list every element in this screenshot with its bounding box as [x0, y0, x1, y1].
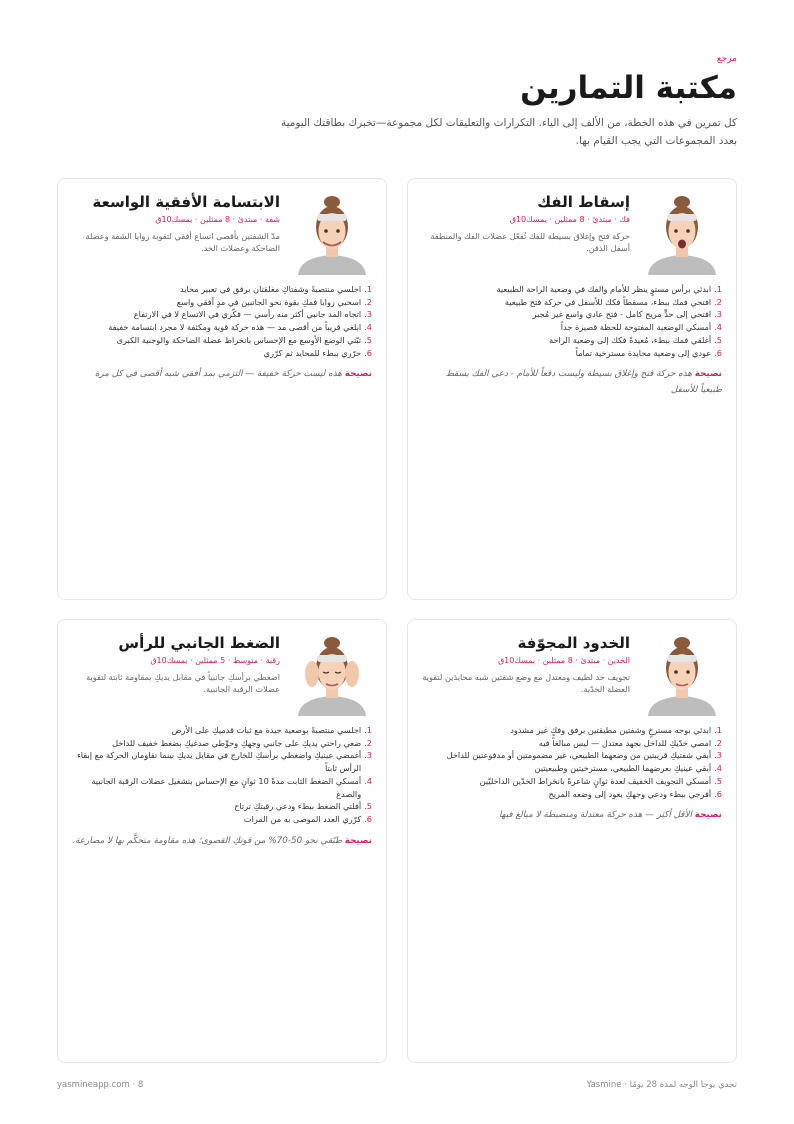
- exercise-step: [422, 334, 722, 347]
- exercise-step: [422, 283, 722, 296]
- step-text: افتحي إلى حدٍّ مريح كامل - فتح عادي واسع غير مُجبر: [532, 309, 712, 320]
- step-number: 1.: [714, 284, 722, 294]
- step-number: 4.: [364, 775, 372, 786]
- exercise-step: [422, 321, 722, 334]
- step-text: أفلتي الضغط ببطء ودعي رقبتكِ ترتاح: [234, 801, 362, 812]
- step-number: 1.: [364, 725, 372, 735]
- exercise-title: إسقاط الفك: [537, 193, 630, 211]
- exercise-portrait: [292, 632, 372, 716]
- exercise-step: [422, 775, 722, 788]
- step-text: أغمضي عينيكِ واضغطي برأسكِ للخارج في مقابل يديكِ بينما تقاومان الحركة مع إبقاء الرأس ثابتاً: [76, 750, 362, 774]
- exercise-meta: فك · مبتدئ · 8 ممثلين · يمسك10ق: [509, 214, 630, 224]
- step-text: أمسكي الضغط الثابت مدةً 10 ثوانٍ مع الإحساس بتشغيل عضلات الرقبة الجانبية والصدغ: [91, 775, 362, 799]
- tip-label: نصيحة: [344, 835, 372, 846]
- exercise-title: الخدود المجوّفة: [517, 634, 630, 652]
- exercise-step: [422, 347, 722, 360]
- exercise-step: [422, 308, 722, 321]
- step-number: 4.: [714, 322, 722, 333]
- exercise-tip: [422, 367, 722, 399]
- exercise-card: [57, 619, 387, 1063]
- step-text: امصي خدّيكِ للداخل بجهد معتدل — ليس مبالغاً فيه: [538, 737, 712, 748]
- exercise-steps: [72, 724, 372, 826]
- step-number: 5.: [714, 775, 722, 786]
- page-header: [57, 54, 737, 151]
- tip-text: هذه ليست حركة خفيفة — التزمي بمد أفقي شبه أقصى في كل مرة: [94, 369, 342, 380]
- exercise-step: [72, 296, 372, 309]
- tip-text: الأقل أكثر — هذه حركة معتدلة ومنضبطة لا مبالغ فيها: [498, 810, 692, 821]
- step-text: افتحي فمك ببطء، مسقطاً فكك للأسفل في حركة فتح طبيعية: [504, 296, 712, 307]
- exercise-step: [72, 724, 372, 737]
- exercise-step: [72, 775, 372, 800]
- section-eyebrow: مرجع: [716, 54, 737, 64]
- exercise-step: [72, 800, 372, 813]
- step-text: ثبّتي الوضع الأوسع مع الإحساس بانخراط عضلة الضاحكة والوجنية الكبرى: [116, 334, 362, 345]
- step-text: اجلسي منتصبةً بوضعية جيدة مع ثبات قدميكِ على الأرض: [171, 725, 362, 735]
- step-number: 4.: [714, 763, 722, 774]
- exercise-portrait: [642, 632, 722, 716]
- step-number: 1.: [364, 284, 372, 294]
- exercise-step: [422, 762, 722, 775]
- exercise-meta: شفة · مبتدئ · 8 ممثلين · يمسك10ق: [155, 214, 280, 224]
- step-text: ضعي راحتي يديكِ على جانبي وجهكِ وحوِّطي صدغيكِ بضغط خفيف للداخل: [112, 737, 362, 748]
- tip-label: نصيحة: [694, 810, 722, 821]
- step-text: اسحبي زوايا فمكِ بقوة نحو الجانبين في مدٍ أفقي واسع: [176, 296, 362, 307]
- exercise-step: [72, 347, 372, 360]
- step-text: عودي إلى وضعية محايدة مسترخية تماماً: [575, 347, 712, 358]
- exercise-card: [407, 619, 737, 1063]
- step-number: 3.: [364, 750, 372, 761]
- step-text: أمسكي التجويف الخفيف لعدة ثوانٍ شاعرةً بانخراط الخدّين الداخليّين: [479, 775, 712, 786]
- step-text: اتجاه المد جانبي أكثر منه رأسي — فكّري في الاتساع لا في الارتفاع: [133, 309, 362, 320]
- exercise-description: مدّ الشفتين بأقصى اتساع أفقي لتقوية زوايا الشفة وعضلة الضاحكة وعضلات الخد.: [85, 230, 280, 253]
- step-number: 2.: [364, 296, 372, 307]
- step-text: اجلسي منتصبةً وشفتاكِ مغلقتان برفق في تعبير محايد: [179, 284, 362, 294]
- tip-label: نصيحة: [694, 369, 722, 380]
- step-number: 2.: [714, 296, 722, 307]
- step-text: حرّري ببطء للمحايد ثم كرّري: [263, 347, 362, 358]
- step-text: أبقي عينيكِ بعرضهما الطبيعي، مسترخيتين وطبيعيتين: [534, 763, 712, 774]
- exercise-meta: رقبة · متوسط · 5 ممثلين · يمسك10ق: [150, 655, 280, 665]
- exercise-steps: [72, 283, 372, 359]
- step-text: أفرجي ببطء ودعي وجهكِ يعود إلى وضعه المريح: [548, 788, 712, 799]
- step-text: أغلقي فمك ببطء، مُعيدةً فكك إلى وضعية الراحة: [549, 334, 712, 345]
- exercise-description: تجويف خد لطيف ومعتدل مع وضع شفتين شبه محايدَين لتقوية العضلة الخدّية.: [422, 671, 630, 694]
- exercise-portrait: [642, 191, 722, 275]
- tip-label: نصيحة: [344, 369, 372, 380]
- step-number: 5.: [364, 334, 372, 345]
- step-number: 4.: [364, 322, 372, 333]
- exercise-title: الابتسامة الأفقية الواسعة: [92, 193, 280, 211]
- footer-page-number: yasmineapp.com · 8: [57, 1080, 144, 1090]
- exercise-title: الضغط الجانبي للرأس: [118, 634, 280, 652]
- step-text: ابدئي بوجه مسترخٍ وشفتين مطبقتين برفق وفكٍ غير مشدود: [510, 725, 712, 735]
- tip-text: طبّقي نحو 50-70% من قوتكِ القصوى؛ هذه مقاومة متحكَّم بها لا مصارعة.: [72, 835, 342, 846]
- exercise-step: [422, 749, 722, 762]
- intro-paragraph: كل تمرين في هذه الخطة، من الألف إلى الياء. التكرارات والتعليقات لكل مجموعة—تخبرك بطاقتك اليومية بعدد المجموعات التي يجب القيام بها.: [280, 117, 737, 148]
- step-text: ابلغي قريباً من أقصى مد — هذه حركة قوية ومكثفة لا مجرد ابتسامة خفيفة: [108, 322, 362, 333]
- step-number: 1.: [714, 725, 722, 735]
- exercise-steps: [422, 283, 722, 359]
- exercise-steps: [422, 724, 722, 800]
- step-number: 6.: [364, 813, 372, 824]
- step-text: أبقي شفتيكِ قريبتين من وضعهما الطبيعي، غير مضمومتين أو مدفوعتين للداخل: [446, 750, 712, 761]
- exercise-step: [72, 813, 372, 826]
- step-text: ابدئي برأس مستوٍ ينظر للأمام والفك في وضعية الراحة الطبيعية: [496, 284, 712, 294]
- step-number: 3.: [364, 309, 372, 320]
- step-number: 3.: [714, 750, 722, 761]
- step-number: 5.: [714, 334, 722, 345]
- step-number: 5.: [364, 801, 372, 812]
- exercise-tip: [72, 834, 372, 850]
- exercise-tip: [422, 808, 722, 824]
- exercise-step: [422, 724, 722, 737]
- exercise-step: [422, 788, 722, 801]
- exercise-grid: [57, 178, 737, 1063]
- exercise-card: [407, 178, 737, 600]
- exercise-step: [72, 737, 372, 750]
- exercise-description: حركة فتح وإغلاق بسيطة للفك تُفعّل عضلات الفك والمنطقة أسفل الذقن.: [430, 230, 630, 253]
- footer-brand: تحدي يوجا الوجه لمدة 28 يومًا · Yasmine: [586, 1080, 737, 1090]
- step-text: أمسكي الوضعية المفتوحة للحظة قصيرة جداً: [560, 322, 712, 333]
- exercise-card: [57, 178, 387, 600]
- exercise-step: [72, 308, 372, 321]
- exercise-tip: [72, 367, 372, 383]
- step-number: 6.: [714, 347, 722, 358]
- page-footer: [57, 1080, 737, 1090]
- exercise-step: [422, 296, 722, 309]
- exercise-step: [72, 334, 372, 347]
- exercise-step: [72, 749, 372, 774]
- exercise-step: [72, 283, 372, 296]
- step-number: 2.: [364, 737, 372, 748]
- exercise-description: اضغطي برأسكِ جانبياً في مقابل يديكِ بمقاومة ثابتة لتقوية عضلات الرقبة الجانبية.: [86, 671, 280, 694]
- exercise-portrait: [292, 191, 372, 275]
- exercise-meta: الخدين · مبتدئ · 8 ممثلين · يمسك10ق: [497, 655, 630, 665]
- step-number: 6.: [364, 347, 372, 358]
- step-number: 6.: [714, 788, 722, 799]
- step-number: 2.: [714, 737, 722, 748]
- page-title: مكتبة التمارين: [520, 70, 737, 106]
- step-number: 3.: [714, 309, 722, 320]
- step-text: كرّري العدد الموصى به من المرات: [243, 813, 362, 824]
- tip-text: هذه حركة فتح وإغلاق بسيطة وليست دفعاً للأمام - دعي الفك يسقط طبيعياً للأسفل: [445, 369, 722, 396]
- exercise-step: [422, 737, 722, 750]
- exercise-step: [72, 321, 372, 334]
